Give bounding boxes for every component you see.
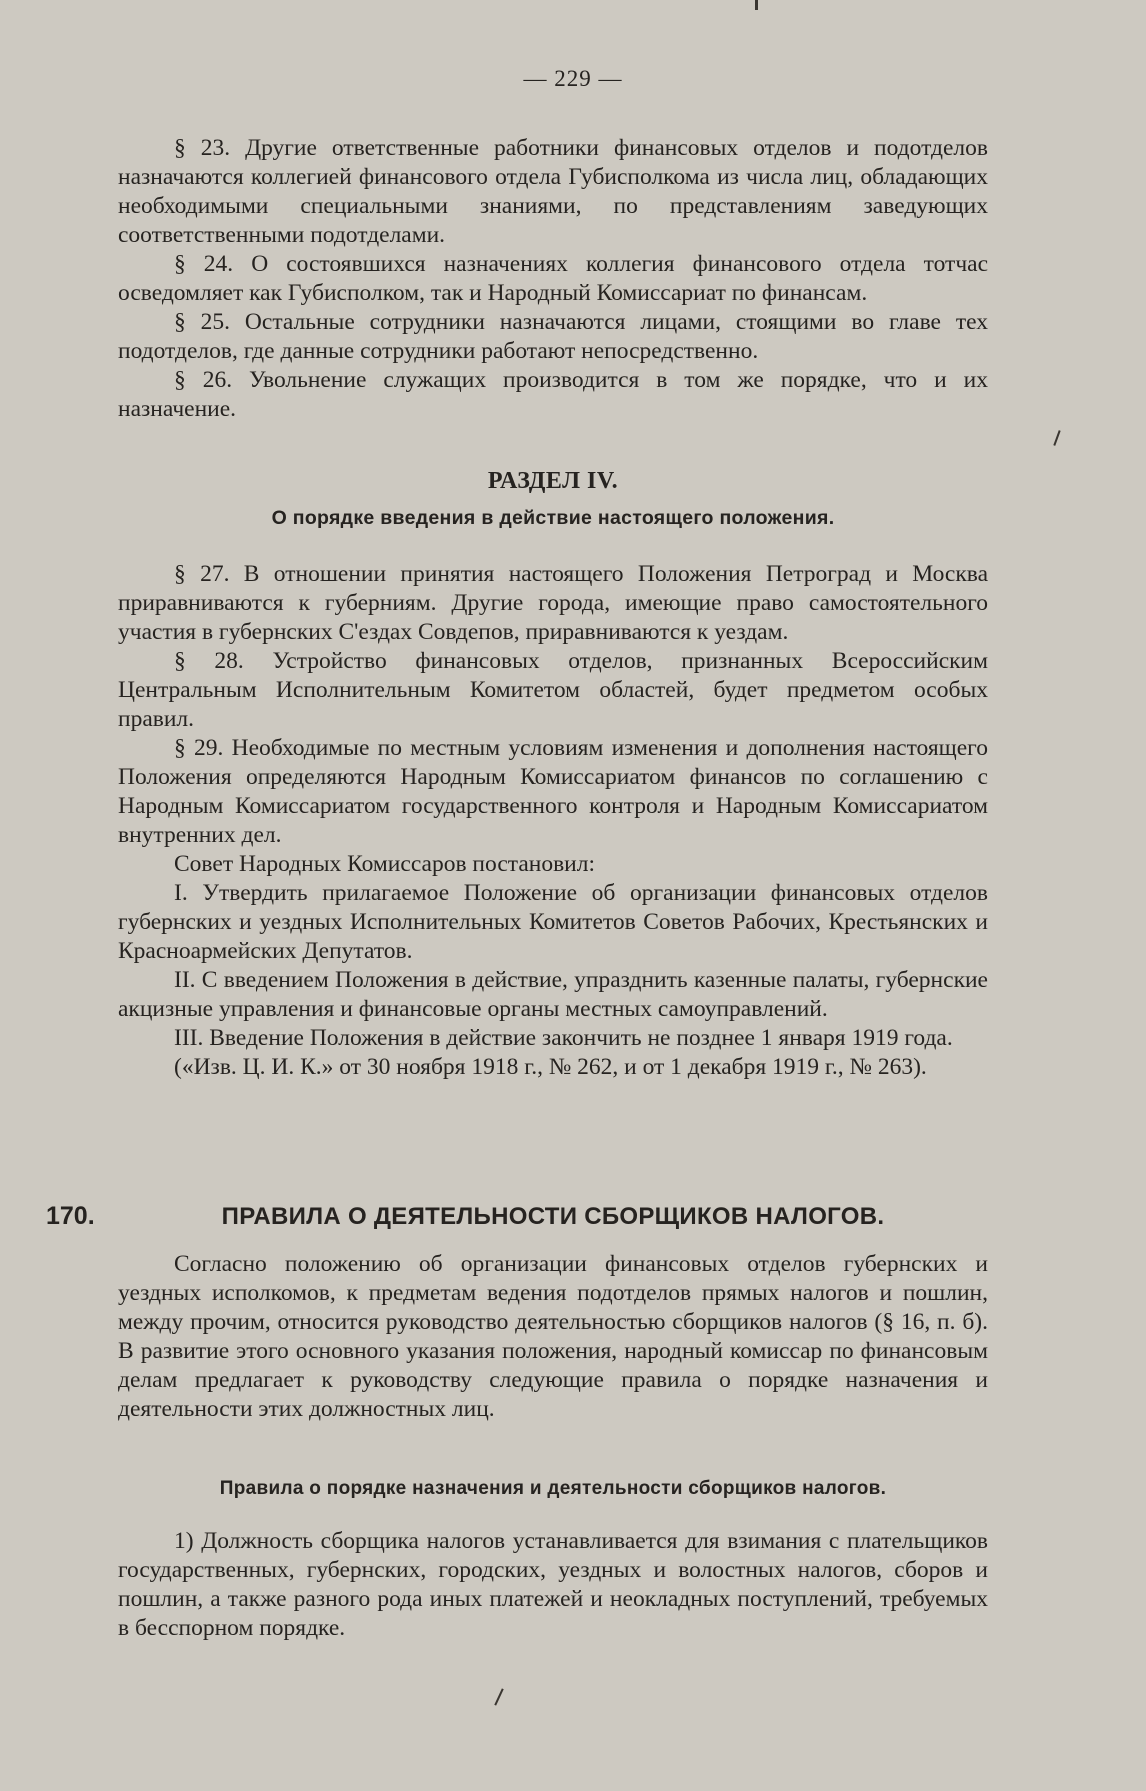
paragraph-23: § 23. Другие ответственные работники финансовых отделов и подотделов назначаются коллегией финансового отдела Губисполкома из числа лиц, обладающих необходимыми специальными знаниями, по представлениям заведующих соответственными подотделами. xyxy=(118,135,988,248)
act-title: ПРАВИЛА О ДЕЯТЕЛЬНОСТИ СБОРЩИКОВ НАЛОГОВ. xyxy=(221,1203,885,1230)
scan-mark xyxy=(494,1688,503,1705)
section-4-heading-block xyxy=(118,468,988,530)
paragraph-29: § 29. Необходимые по местным условиям изменения и дополнения настоящего Положения определяются Народным Комиссариатом финансов по соглашению с Народным Комиссариатом государственного контроля и Народным Комиссариатом внутренних дел. xyxy=(118,735,988,848)
rules-title: Правила о порядке назначения и деятельности сборщиков налогов. xyxy=(219,1478,887,1499)
paragraph-26: § 26. Увольнение служащих производится в том же порядке, что и их назначение. xyxy=(118,367,988,422)
rules-heading-block xyxy=(118,1478,988,1500)
paragraph-25: § 25. Остальные сотрудники назначаются лицами, стоящими во главе тех подотделов, где данные сотрудники работают непосредственно. xyxy=(118,309,988,364)
paragraph-24: § 24. О состоявшихся назначениях коллегия финансового отдела тотчас осведомляет как Губисполком, так и Народный Комиссариат по финансам. xyxy=(118,251,988,306)
rule-1: 1) Должность сборщика налогов устанавливается для взимания с плательщиков государственных, губернских, городских, уездных и волостных налогов, сборов и пошлин, а также разного рода иных платежей и неокладных поступлений, требуемых в бесспорном порядке. xyxy=(118,1528,988,1641)
paragraph-27: § 27. В отношении принятия настоящего Положения Петроград и Москва приравниваются к губерниям. Другие города, имеющие право самостоятельного участия в губернских С'ездах Совдепов, приравниваются к уездам. xyxy=(118,561,988,645)
act-number: 170. xyxy=(46,1202,95,1230)
scan-mark xyxy=(755,0,758,10)
scan-mark xyxy=(1053,430,1060,446)
section-title: РАЗДЕЛ IV. xyxy=(487,468,619,494)
decree-intro: Совет Народных Комиссаров постановил: xyxy=(174,851,596,877)
source-citation: («Изв. Ц. И. К.» от 30 ноября 1918 г., № 262, и от 1 декабря 1919 г., № 263). xyxy=(174,1054,927,1080)
section-4-body xyxy=(118,560,988,1082)
rules-body xyxy=(118,1527,988,1643)
decree-item-1: I. Утвердить прилагаемое Положение об организации финансовых отделов губернских и уездных Исполнительных Комитетов Советов Рабочих, Крестьянских и Красноармейских Депутатов. xyxy=(118,880,988,964)
act-170-heading xyxy=(118,1203,988,1231)
paragraph-28: § 28. Устройство финансовых отделов, признанных Всероссийским Центральным Исполнительным Комитетом областей, будет предметом особых правил. xyxy=(118,648,988,732)
section-subtitle: О порядке введения в действие настоящего положения. xyxy=(271,507,835,529)
paragraphs-23-26 xyxy=(118,134,988,424)
decree-item-2: II. С введением Положения в действие, упразднить казенные палаты, губернские акцизные управления и финансовые органы местных самоуправлений. xyxy=(118,967,988,1022)
page-number: — 229 — xyxy=(523,66,623,91)
decree-item-3: III. Введение Положения в действие закончить не позднее 1 января 1919 года. xyxy=(174,1025,953,1051)
act-intro-paragraph: Согласно положению об организации финансовых отделов губернских и уездных исполкомов, к предметам ведения подотделов прямых налогов и пошлин, между прочим, относится руководство деятельностью сборщиков налогов (§ 16, п. б). В развитие этого основного указания положения, народный комиссар по финансовым делам предлагает к руководству следующие правила о порядке назначения и деятельности этих должностных лиц. xyxy=(118,1251,988,1422)
act-170-intro xyxy=(118,1250,988,1424)
